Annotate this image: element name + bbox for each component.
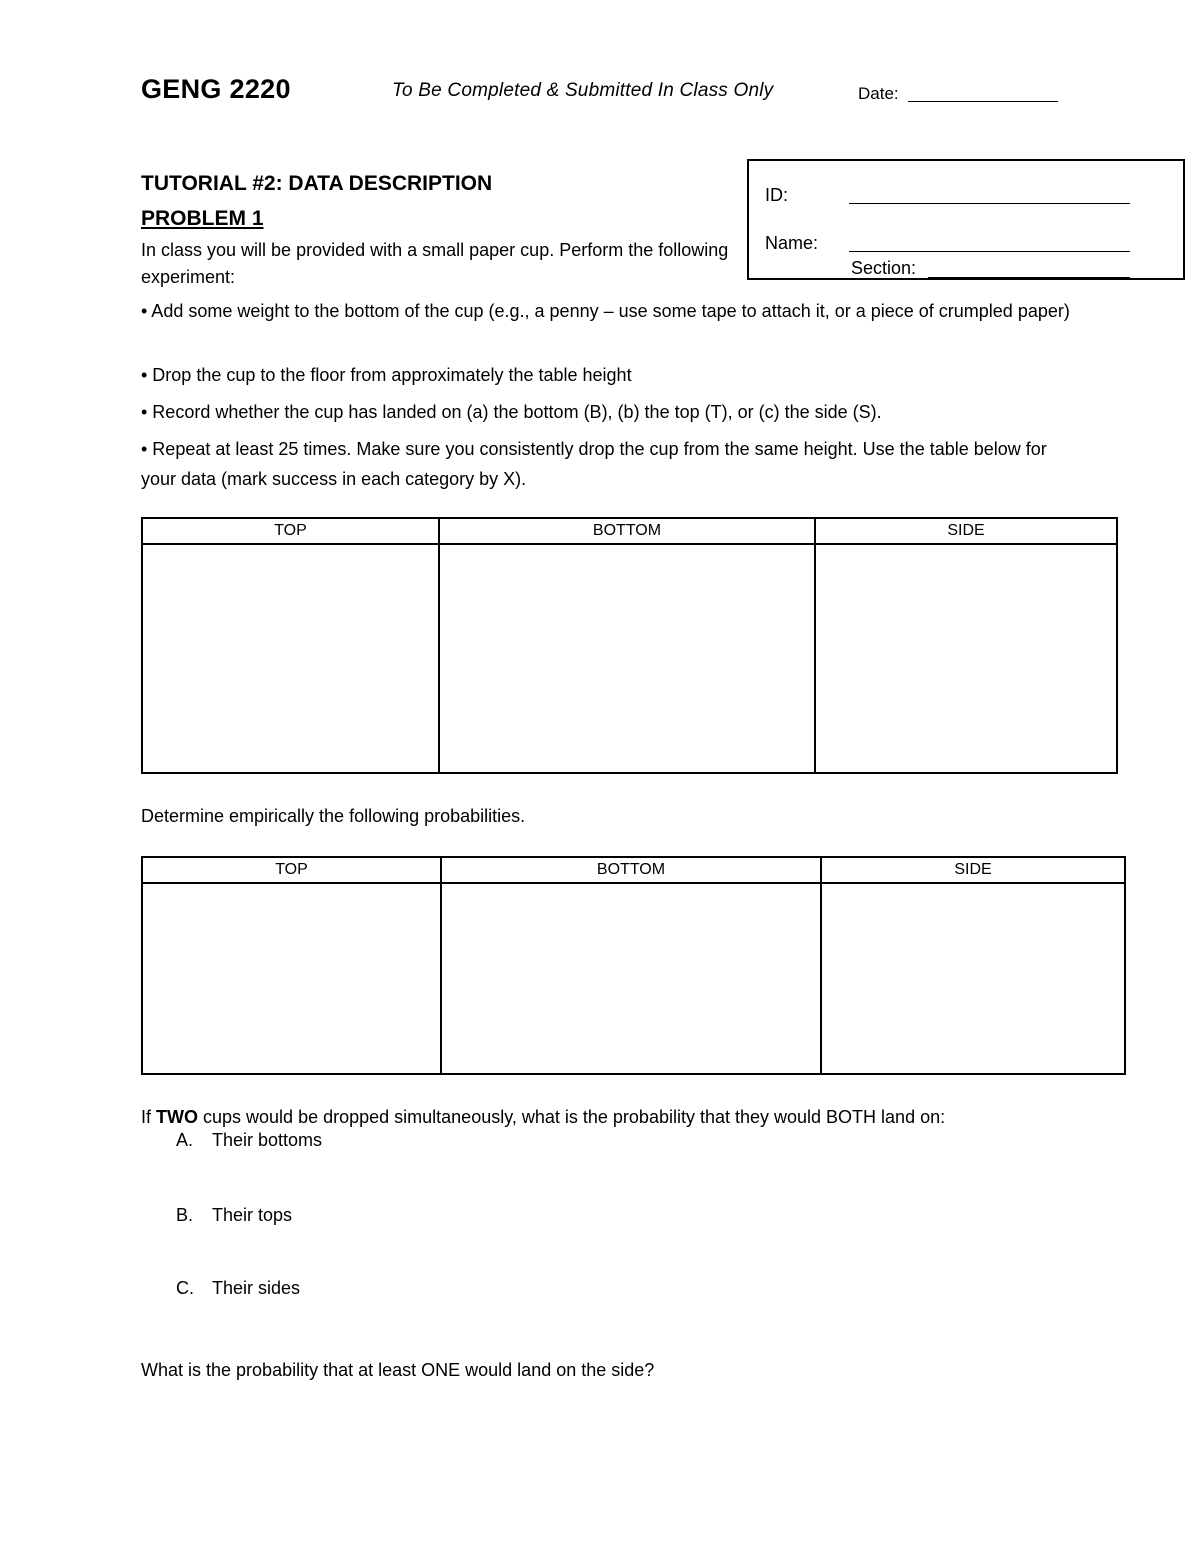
column-header-side: SIDE (815, 518, 1117, 544)
question-suffix: cups would be dropped simultaneously, what is the probability that they would BOTH land on: (198, 1107, 946, 1127)
side-probability-cell[interactable] (821, 883, 1125, 1074)
two-cups-question (141, 1104, 945, 1131)
question-prefix: If (141, 1107, 157, 1127)
column-header-side: SIDE (821, 857, 1125, 883)
course-code: GENG 2220 (141, 74, 291, 104)
column-header-top: TOP (142, 857, 441, 883)
bottom-probability-cell[interactable] (441, 883, 821, 1074)
option-text: Their bottoms (212, 1130, 323, 1150)
option-letter: A. (176, 1130, 194, 1150)
name-label: Name: (765, 233, 819, 253)
bullet-repeat: • Repeat at least 25 times. Make sure you consistently drop the cup from the same height. Use the table below for your data (mark success in each category by X). (141, 439, 1047, 489)
column-header-top: TOP (142, 518, 439, 544)
bottom-data-cell[interactable] (439, 544, 815, 773)
date-label: Date: (858, 84, 899, 103)
option-letter: C. (176, 1278, 194, 1298)
final-question: What is the probability that at least ONE would land on the side? (141, 1360, 655, 1380)
column-header-bottom: BOTTOM (439, 518, 815, 544)
option-c (0, 1278, 600, 1305)
section-label: Section: (851, 258, 917, 278)
name-field[interactable] (849, 251, 1130, 252)
option-text: Their sides (212, 1278, 301, 1298)
tutorial-title: TUTORIAL #2: DATA DESCRIPTION (141, 172, 493, 195)
top-probability-cell[interactable] (142, 883, 441, 1074)
side-data-cell[interactable] (815, 544, 1117, 773)
top-data-cell[interactable] (142, 544, 439, 773)
id-label: ID: (765, 185, 789, 205)
student-info-box (747, 159, 1185, 280)
probabilities-prompt: Determine empirically the following probabilities. (141, 806, 526, 826)
id-field[interactable] (849, 203, 1130, 204)
intro-text: In class you will be provided with a small paper cup. Perform the following experiment: (141, 240, 729, 287)
bullet-weight: • Add some weight to the bottom of the cup (e.g., a penny – use some tape to attach it, or a piece of crumpled paper) (141, 301, 1070, 321)
option-text: Their tops (212, 1205, 293, 1225)
submission-instruction: To Be Completed & Submitted In Class Only (392, 80, 774, 101)
data-table (141, 517, 1118, 774)
question-emphasis: TWO (156, 1107, 199, 1127)
date-field[interactable] (908, 101, 1058, 102)
option-b (0, 1205, 600, 1232)
option-letter: B. (176, 1205, 194, 1225)
probability-table (141, 856, 1126, 1075)
bullet-drop: • Drop the cup to the floor from approximately the table height (141, 365, 632, 385)
column-header-bottom: BOTTOM (441, 857, 821, 883)
problem-title: PROBLEM 1 (141, 207, 264, 230)
bullet-record: • Record whether the cup has landed on (a) the bottom (B), (b) the top (T), or (c) the side (S). (141, 402, 882, 422)
option-a (0, 1130, 600, 1157)
section-field[interactable] (928, 277, 1130, 278)
